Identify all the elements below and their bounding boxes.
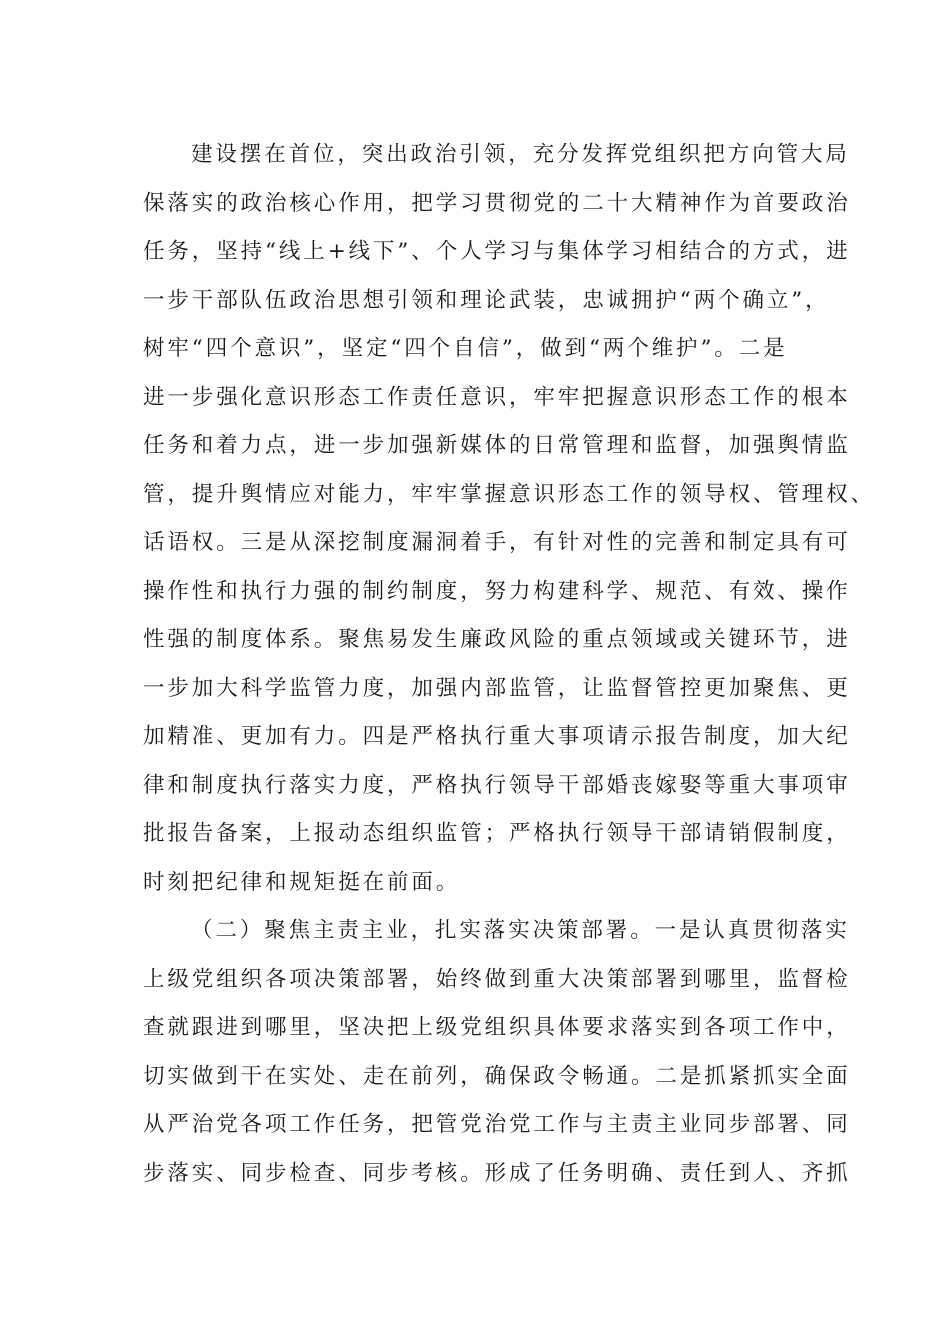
paragraph-line: 任务和着力点，进一步加强新媒体的日常管理和监督，加强舆情监 bbox=[143, 433, 851, 458]
paragraph-line: 查就跟进到哪里，坚决把上级党组织具体要求落实到各项工作中， bbox=[143, 1015, 851, 1040]
section-heading-line: （二）聚焦主责主业，扎实落实决策部署。一是认真贯彻落实 bbox=[191, 918, 850, 943]
paragraph-line: 从严治党各项工作任务，把管党治党工作与主责主业同步部署、同 bbox=[143, 1112, 851, 1137]
paragraph-line: 树牢“四个意识”，坚定“四个自信”，做到“两个维护”。二是 bbox=[143, 336, 788, 361]
paragraph-line: 保落实的政治核心作用，把学习贯彻党的二十大精神作为首要政治 bbox=[143, 190, 851, 216]
paragraph-line: 时刻把纪律和规矩挺在前面。 bbox=[143, 869, 461, 895]
paragraph-line: 步落实、同步检查、同步考核。形成了任务明确、责任到人、齐抓 bbox=[143, 1160, 851, 1186]
paragraph-line: 一步干部队伍政治思想引领和理论武装，忠诚拥护“两个确立”， bbox=[143, 287, 830, 313]
paragraph-line: 切实做到干在实处、走在前列，确保政令畅通。二是抓紧抓实全面 bbox=[143, 1063, 851, 1089]
document-body bbox=[143, 136, 876, 1203]
paragraph-line: 进一步强化意识形态工作责任意识，牢牢把握意识形态工作的根本 bbox=[143, 384, 851, 410]
paragraph-line: 性强的制度体系。聚焦易发生廉政风险的重点领域或关键环节，进 bbox=[143, 627, 851, 652]
paragraph-line: 话语权。三是从深挖制度漏洞着手，有针对性的完善和制定具有可 bbox=[143, 530, 851, 555]
paragraph-line: 任务，坚持“线上+线下”、个人学习与集体学习相结合的方式，进 bbox=[143, 239, 851, 264]
paragraph-line: 加精准、更加有力。四是严格执行重大事项请示报告制度，加大纪 bbox=[143, 724, 851, 749]
paragraph-line: 操作性和执行力强的制约制度，努力构建科学、规范、有效、操作 bbox=[143, 578, 851, 604]
paragraph-line: 批报告备案，上报动态组织监管；严格执行领导干部请销假制度， bbox=[143, 821, 851, 846]
paragraph-line: 上级党组织各项决策部署，始终做到重大决策部署到哪里，监督检 bbox=[143, 966, 851, 992]
paragraph-line: 管，提升舆情应对能力，牢牢掌握意识形态工作的领导权、管理权、 bbox=[143, 481, 876, 507]
paragraph-line: 一步加大科学监管力度，加强内部监管，让监督管控更加聚焦、更 bbox=[143, 675, 851, 701]
paragraph-line: 建设摆在首位，突出政治引领，充分发挥党组织把方向管大局 bbox=[191, 142, 850, 167]
paragraph-line: 律和制度执行落实力度，严格执行领导干部婚丧嫁娶等重大事项审 bbox=[143, 772, 851, 798]
